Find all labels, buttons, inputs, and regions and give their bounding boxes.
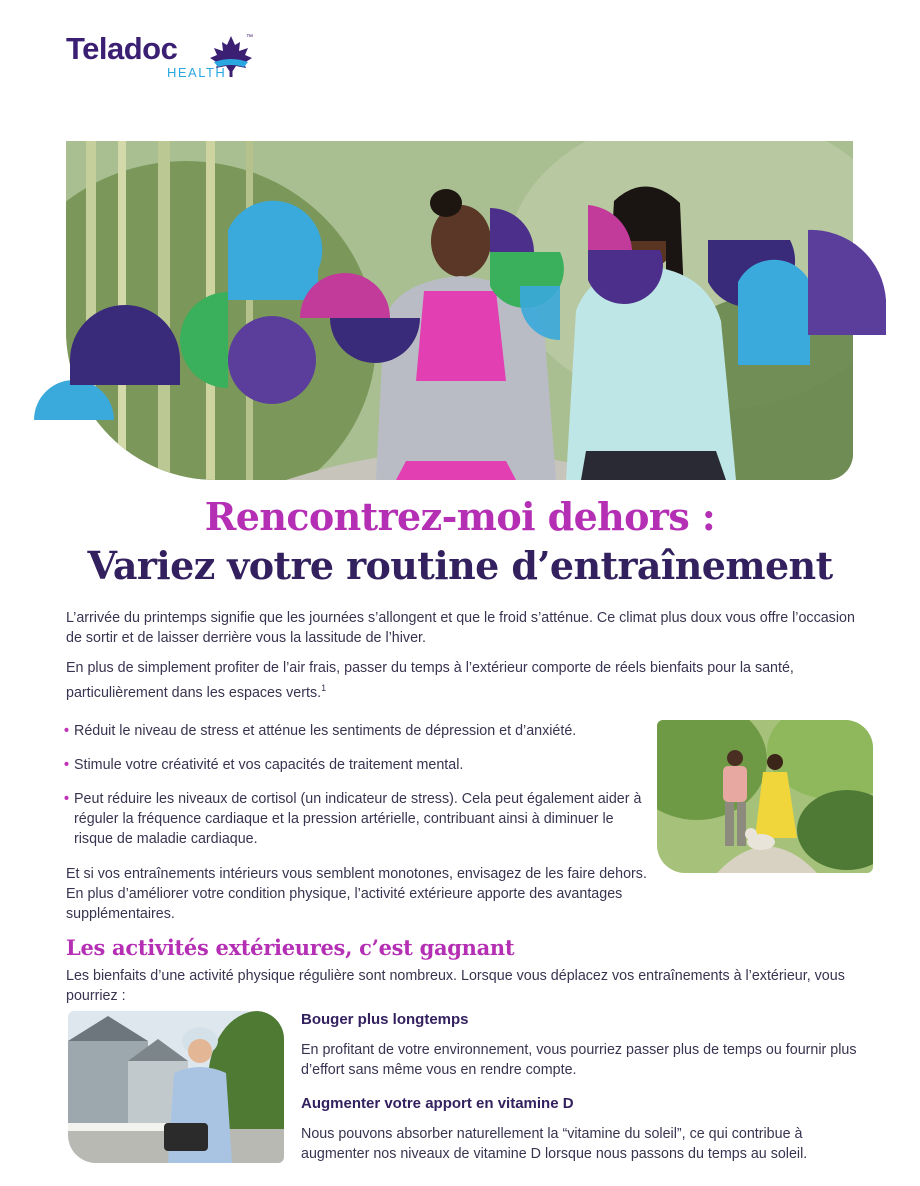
section-intro: Les bienfaits d’une activité physique régulière sont nombreux. Lorsque vous déplacez vos entraînements à l’extérieur, vous pourriez :	[66, 968, 845, 1004]
list-item	[64, 789, 644, 849]
item-heading-2: Augmenter votre apport en vitamine D	[301, 1095, 574, 1112]
intro-paragraph-2	[66, 658, 866, 703]
item-text-1: En profitant de votre environnement, vous pourriez passer plus de temps ou fournir plus d’effort sans même vous en rendre compte.	[301, 1042, 857, 1078]
list-item	[64, 721, 644, 741]
intro-paragraph-1: L’arrivée du printemps signifie que les journées s’allongent et que le froid s’atténue. Ce climat plus doux vous offre l’occasion de sortir et de laisser derrière vous la lassitude de l’hiver.	[66, 610, 855, 646]
hero-photo	[66, 141, 853, 480]
item-text-2: Nous pouvons absorber naturellement la “vitamine du soleil”, ce qui contribue à augmenter nos niveaux de vitamine D lorsque nous passons du temps au soleil.	[301, 1126, 808, 1162]
title-line-1: Rencontrez-moi dehors :	[204, 494, 716, 539]
hero-scene	[66, 141, 853, 480]
logo-subline: HEALTH	[167, 65, 227, 80]
footnote-marker: 1	[321, 683, 327, 693]
benefits-list	[64, 721, 644, 863]
cyclist-photo	[68, 1011, 284, 1163]
list-item-text: Réduit le niveau de stress et atténue les sentiments de dépression et d’anxiété.	[74, 723, 577, 739]
couple-walking-photo	[657, 720, 873, 873]
outdoor-paragraph: Et si vos entraînements intérieurs vous semblent monotones, envisagez de les faire dehors. En plus d’améliorer votre condition physique, l’activité extérieure apporte des avantages supplémentaires.	[66, 866, 647, 922]
bullet-marker: •	[64, 723, 70, 739]
title-line-2: Variez votre routine d’entraînement	[87, 543, 833, 588]
logo-trademark: ™	[246, 34, 253, 41]
list-item	[64, 755, 644, 775]
intro-paragraph-2-text: En plus de simplement profiter de l’air frais, passer du temps à l’extérieur comporte de réels bienfaits pour la santé, particulièrement dans les espaces verts.	[66, 660, 794, 701]
item-heading-1: Bouger plus longtemps	[301, 1011, 469, 1028]
list-item-text: Peut réduire les niveaux de cortisol (un indicateur de stress). Cela peut également aider à réguler la fréquence cardiaque et la pression artérielle, contribuant ainsi à diminuer le risque de maladie cardiaque.	[74, 791, 642, 847]
logo-wordmark: Teladoc	[66, 31, 178, 66]
bullet-marker: •	[64, 791, 70, 807]
bullet-marker: •	[64, 757, 70, 773]
list-item-text: Stimule votre créativité et vos capacités de traitement mental.	[74, 757, 464, 773]
section-heading: Les activités extérieures, c’est gagnant	[66, 935, 515, 960]
teladoc-logo	[66, 32, 256, 84]
